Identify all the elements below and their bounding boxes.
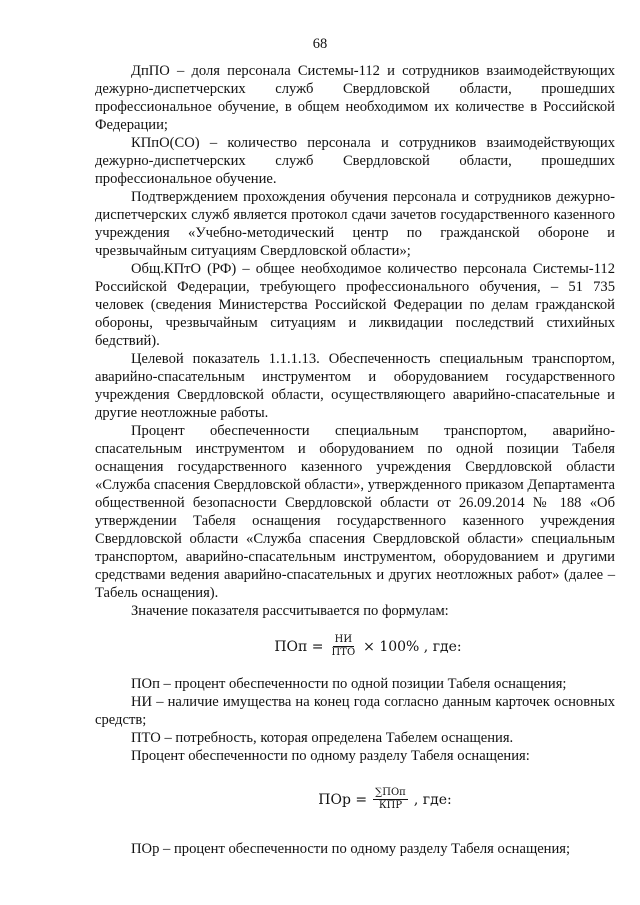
- document-body: [95, 62, 615, 858]
- paragraph-dppo-definition: ДпПО – доля персонала Системы-112 и сотрудников взаимодействующих дежурно-диспетчерских служб Свердловской области, прошедших профессиональное обучение, в общем необходимом их количестве в Российской Федерации;: [95, 63, 615, 133]
- formula-por: [155, 787, 615, 812]
- paragraph-target-indicator: Целевой показатель 1.1.1.13. Обеспеченность специальным транспортом, аварийно-спасательным инструментом и оборудованием государственного учреждения Свердловской области, осуществляющего аварийно-спасательные и другие неотложные работы.: [95, 351, 615, 421]
- formula-por-rhs: , где:: [413, 791, 452, 808]
- formula-por-numerator: ∑ПОп: [375, 787, 406, 798]
- paragraph-confirmation: Подтверждением прохождения обучения персонала и сотрудников дежурно-диспетчерских служб является протокол сдачи зачетов государственного казенного учреждения «Учебно-методический центр по гражданской обороне и чрезвычайным ситуациям Свердловской области»;: [95, 189, 615, 259]
- formula-por-fraction: [373, 787, 408, 812]
- paragraph-total-personnel: Общ.КПтО (РФ) – общее необходимое количество персонала Системы-112 Российской Федерации, требующего профессионального обучения, – 51 735 человек (сведения Министерства Российской Федерации по делам гражданской обороны, чрезвычайным ситуациям и ликвидации последствий стихийных бедствий).: [95, 261, 615, 349]
- formula-pop-denominator: ПТО: [331, 647, 356, 658]
- formula-pop: [121, 634, 615, 659]
- formula-pop-lhs: ПОп =: [274, 638, 324, 655]
- paragraph-por-definition: ПОр – процент обеспеченности по одному разделу Табеля оснащения;: [131, 841, 571, 857]
- paragraph-percentage-description: Процент обеспеченности специальным транспортом, аварийно-спасательным инструментом и оборудованием по одной позиции Табеля оснащения государственного казенного учреждения Свердловской области «Служба спасения Свердловской области», утвержденного приказом Департамента общественной безопасности Свердловской области от 26.09.2014 № 188 «Об утверждении Табеля оснащения государственного казенного учреждения Свердловской области «Служба спасения Свердловской области» специальным транспортом, аварийно-спасательным инструментом, оборудованием и другими средствами ведения аварийно-спасательных и других неотложных работ» (далее – Табель оснащения).: [95, 423, 615, 601]
- formula-pop-fraction: [330, 634, 358, 659]
- paragraph-pto-definition: ПТО – потребность, которая определена Табелем оснащения.: [131, 730, 514, 746]
- paragraph-ni-definition: НИ – наличие имущества на конец года согласно данным карточек основных средств;: [95, 694, 615, 728]
- formula-por-denominator: КПР: [378, 800, 403, 811]
- paragraph-section-percentage: Процент обеспеченности по одному разделу Табеля оснащения:: [131, 748, 530, 764]
- paragraph-pop-definition: ПОп – процент обеспеченности по одной позиции Табеля оснащения;: [131, 676, 567, 692]
- page-number: 68: [312, 36, 328, 52]
- formula-pop-rhs: × 100% , где:: [363, 638, 462, 655]
- formula-por-lhs: ПОр =: [318, 791, 368, 808]
- paragraph-formula-intro: Значение показателя рассчитывается по формулам:: [131, 603, 449, 619]
- formula-pop-numerator: НИ: [334, 634, 353, 645]
- paragraph-kppo-definition: КПпО(СО) – количество персонала и сотрудников взаимодействующих дежурно-диспетчерских служб Свердловской области, прошедших профессиональное обучение.: [95, 135, 615, 187]
